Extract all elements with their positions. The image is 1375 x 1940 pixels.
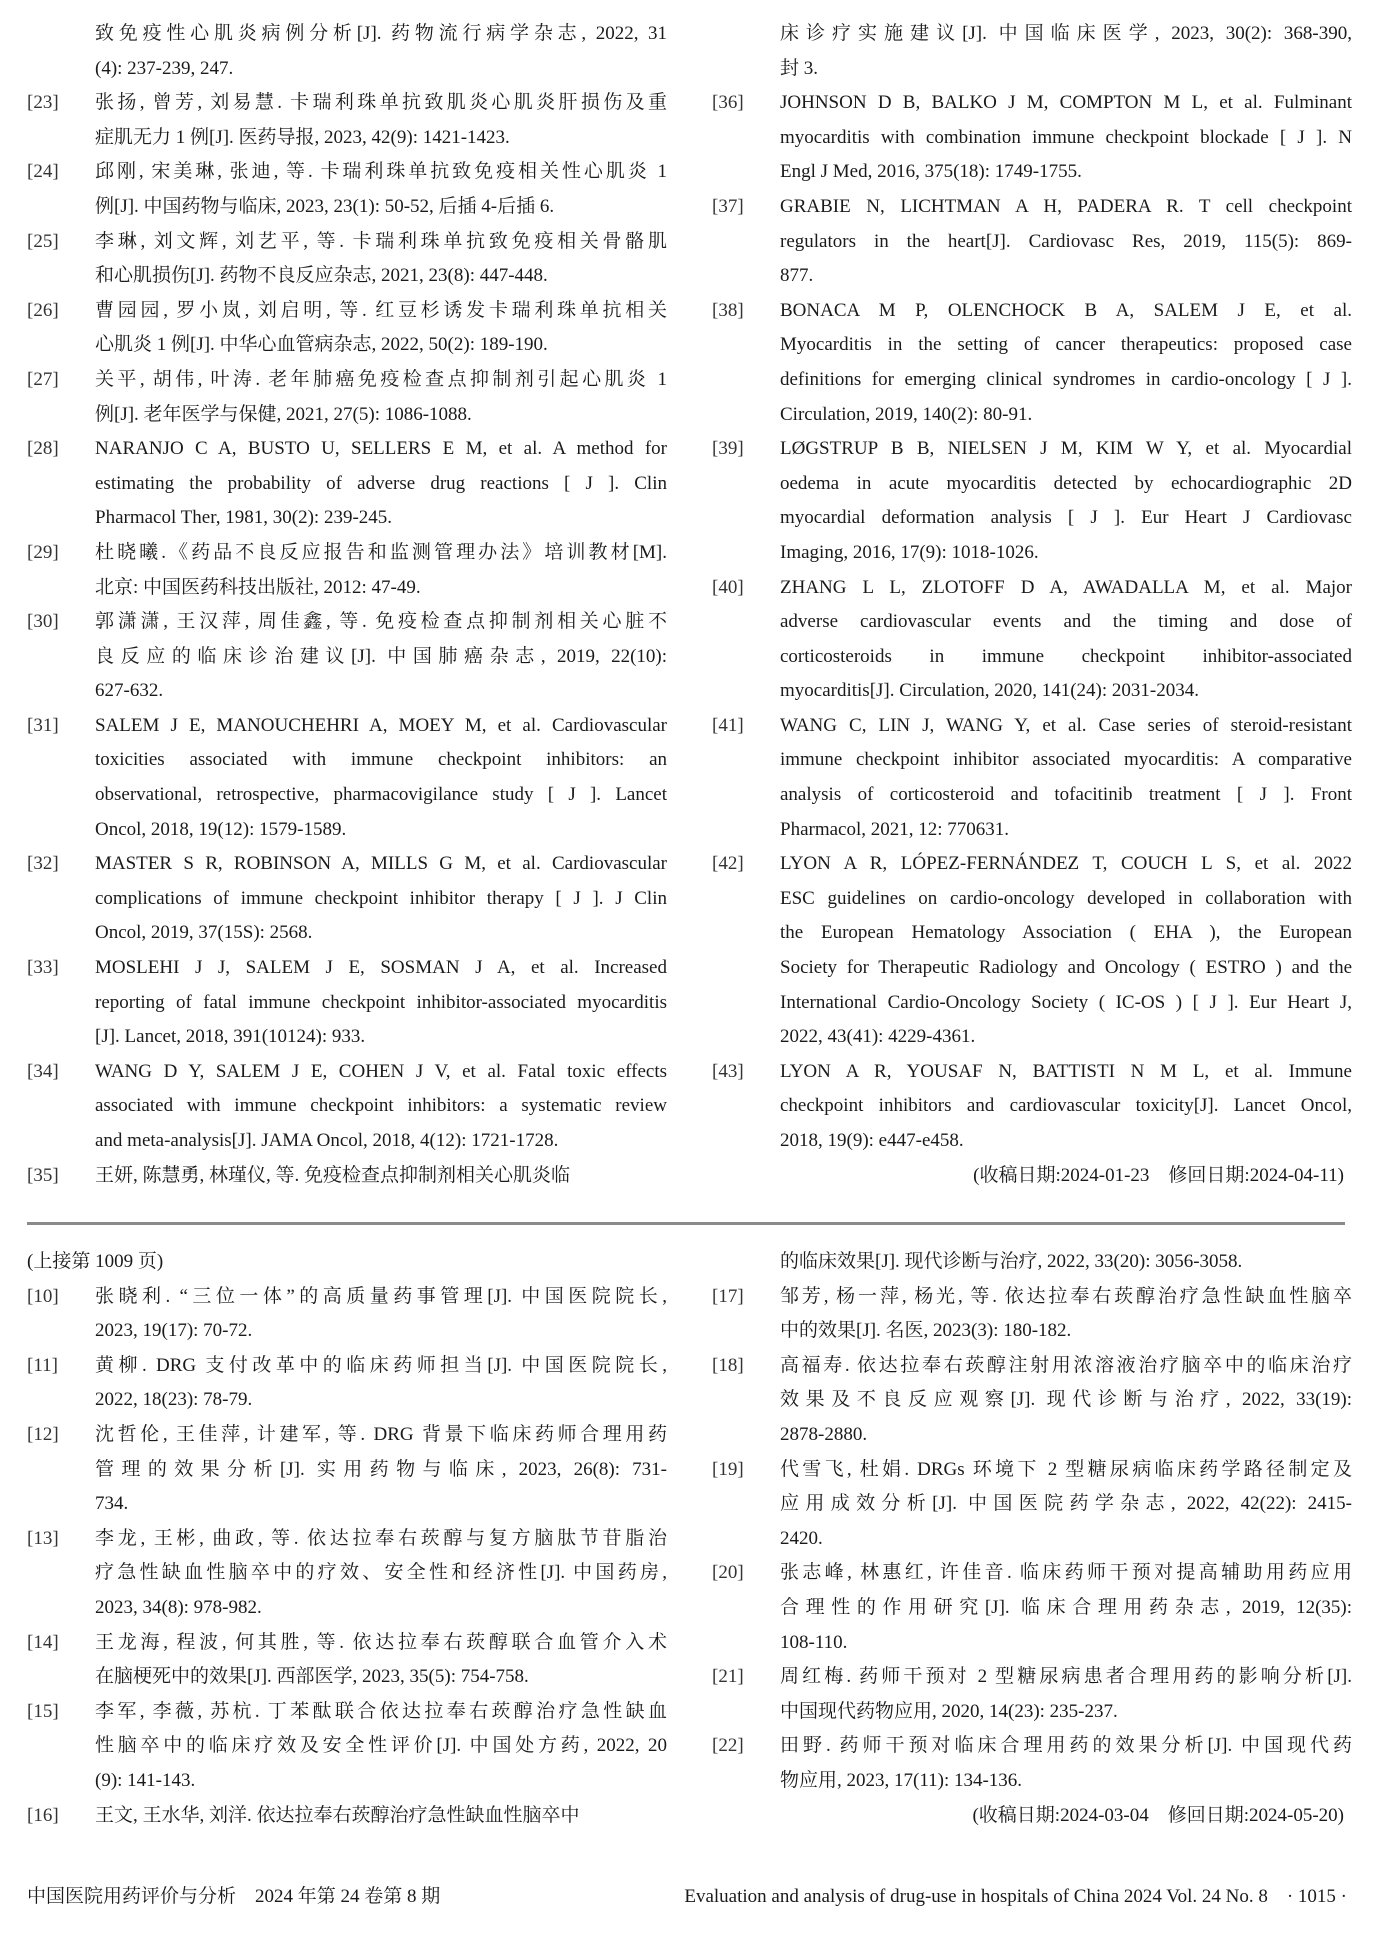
reference-continuation [712, 1245, 1352, 1280]
reference-entry [712, 432, 1352, 570]
reference-line: Society for Therapeutic Radiology and Oncology ( ESTRO ) and the [780, 957, 1352, 979]
reference-entry [27, 1695, 667, 1799]
reference-line: 症肌无力 1 例[J]. 医药导报, 2023, 42(9): 1421-1423. [95, 126, 510, 148]
reference-text [780, 1280, 1352, 1349]
reference-line: 北京: 中国医药科技出版社, 2012: 47-49. [95, 576, 421, 598]
reference-number: [32] [27, 853, 59, 875]
reference-line: BONACA M P, OLENCHOCK B A, SALEM J E, et al. [780, 299, 1352, 321]
reference-line: 疗急性缺血性脑卒中的疗效、安全性和经济性[J]. 中国药房, [95, 1562, 667, 1584]
reference-line: adverse cardiovascular events and the timing and dose of [780, 611, 1352, 633]
reference-text [780, 1729, 1352, 1798]
reference-entry [27, 1159, 667, 1194]
reference-line: ESC guidelines on cardio-oncology developed in collaboration with [780, 887, 1352, 909]
reference-entry [27, 605, 667, 709]
reference-text [95, 536, 667, 605]
reference-line: LYON A R, LÓPEZ-FERNÁNDEZ T, COUCH L S, et al. 2022 [780, 853, 1352, 875]
reference-line: 田野. 药师干预对临床合理用药的效果分析[J]. 中国现代药 [780, 1735, 1352, 1757]
reference-text [780, 1556, 1352, 1660]
reference-line: 邱刚, 宋美琳, 张迪, 等. 卡瑞利珠单抗致免疫相关性心肌炎 1 [95, 161, 667, 183]
reference-text [95, 294, 667, 363]
reference-text [95, 1280, 667, 1349]
reference-text [95, 1055, 667, 1159]
reference-line: 性脑卒中的临床疗效及安全性评价[J]. 中国处方药, 2022, 20 [95, 1735, 667, 1757]
reference-number: [22] [712, 1735, 744, 1757]
reference-entry [712, 847, 1352, 1055]
reference-line: 王龙海, 程波, 何其胜, 等. 依达拉奉右莰醇联合血管介入术 [95, 1631, 667, 1653]
reference-text [780, 1660, 1352, 1729]
footer-journal-cn: 中国医院用药评价与分析 2024 年第 24 卷第 8 期 [27, 1886, 441, 1907]
reference-line: ZHANG L L, ZLOTOFF D A, AWADALLA M, et al. Major [780, 576, 1352, 598]
reference-entry [27, 847, 667, 951]
reference-number: [38] [712, 299, 744, 321]
reference-text [780, 294, 1352, 432]
reference-line: myocarditis[J]. Circulation, 2020, 141(24): 2031-2034. [780, 680, 1199, 702]
reference-text [95, 155, 667, 224]
reference-text [95, 605, 667, 709]
reference-line: 张扬, 曾芳, 刘易慧. 卡瑞利珠单抗致肌炎心肌炎肝损伤及重 [95, 92, 667, 114]
reference-line: observational, retrospective, pharmacovigilance study [ J ]. Lancet [95, 784, 667, 806]
reference-line: 沈哲伦, 王佳萍, 计建军, 等. DRG 背景下临床药师合理用药 [95, 1423, 667, 1445]
reference-line: 例[J]. 中国药物与临床, 2023, 23(1): 50-52, 后插 4-后插 6. [95, 195, 555, 217]
reference-entry [27, 432, 667, 536]
reference-line: 周红梅. 药师干预对 2 型糖尿病患者合理用药的影响分析[J]. [780, 1666, 1352, 1688]
reference-entry [27, 1522, 667, 1626]
reference-line: 的临床效果[J]. 现代诊断与治疗, 2022, 33(20): 3056-3058. [780, 1251, 1243, 1272]
reference-line: JOHNSON D B, BALKO J M, COMPTON M L, et al. Fulminant [780, 92, 1352, 114]
reference-number: [10] [27, 1285, 59, 1307]
reference-line: 李龙, 王彬, 曲政, 等. 依达拉奉右莰醇与复方脑肽节苷脂治 [95, 1527, 667, 1549]
reference-entry [27, 1626, 667, 1695]
reference-line: 877. [780, 265, 814, 287]
reference-entry [712, 1453, 1352, 1557]
reference-line: Pharmacol, 2021, 12: 770631. [780, 818, 1010, 840]
reference-number: [18] [712, 1354, 744, 1376]
reference-line: 封 3. [780, 57, 819, 79]
reference-line: 王妍, 陈慧勇, 林瑾仪, 等. 免疫检查点抑制剂相关心肌炎临 [95, 1164, 571, 1186]
reference-text [95, 847, 667, 951]
reference-text [95, 225, 667, 294]
reference-entry [712, 1729, 1352, 1798]
reference-text [780, 571, 1352, 709]
reference-line: 中的效果[J]. 名医, 2023(3): 180-182. [780, 1320, 1072, 1342]
continued-from-note: (上接第 1009 页) [27, 1251, 164, 1272]
reference-line: Engl J Med, 2016, 375(18): 1749-1755. [780, 161, 1082, 183]
reference-line: 李琳, 刘文辉, 刘艺平, 等. 卡瑞利珠单抗致免疫相关骨骼肌 [95, 230, 667, 252]
reference-line: 例[J]. 老年医学与保健, 2021, 27(5): 1086-1088. [95, 403, 472, 425]
reference-number: [35] [27, 1164, 59, 1186]
reference-line: 2878-2880. [780, 1423, 868, 1445]
reference-line: 致免疫性心肌炎病例分析[J]. 药物流行病学杂志, 2022, 31 [95, 23, 667, 44]
reference-line: 2420. [780, 1527, 823, 1549]
reference-line: myocarditis with combination immune checkpoint blockade [ J ]. N [780, 126, 1352, 148]
reference-text [95, 363, 667, 432]
reference-text [95, 1159, 667, 1194]
reference-number: [40] [712, 576, 744, 598]
reference-line: 2022, 18(23): 78-79. [95, 1389, 253, 1411]
received-revised-dates: (收稿日期:2024-03-04 修回日期:2024-05-20) [972, 1804, 1344, 1826]
reference-entry [27, 1349, 667, 1418]
reference-number: [36] [712, 92, 744, 114]
reference-text [780, 432, 1352, 570]
reference-entry [27, 536, 667, 605]
reference-line: 心肌炎 1 例[J]. 中华心血管病杂志, 2022, 50(2): 189-190. [95, 334, 548, 356]
reference-text [95, 432, 667, 536]
reference-line: 2023, 19(17): 70-72. [95, 1320, 253, 1342]
reference-line: Oncol, 2018, 19(12): 1579-1589. [95, 818, 347, 840]
reference-line: definitions for emerging clinical syndromes in cardio-oncology [ J ]. [780, 368, 1352, 390]
reference-line: 张晓利. “三位一体”的高质量药事管理[J]. 中国医院院长, [95, 1285, 667, 1307]
reference-line: oedema in acute myocarditis detected by echocardiographic 2D [780, 472, 1352, 494]
reference-entry [27, 1055, 667, 1159]
reference-entry [712, 86, 1352, 190]
reference-entry [712, 294, 1352, 432]
received-revised-dates: (收稿日期:2024-01-23 修回日期:2024-04-11) [973, 1164, 1344, 1186]
reference-line: regulators in the heart[J]. Cardiovasc Res, 2019, 115(5): 869- [780, 230, 1352, 252]
reference-line: WANG C, LIN J, WANG Y, et al. Case series of steroid-resistant [780, 714, 1352, 736]
reference-text [780, 1055, 1352, 1159]
reference-entry [712, 1660, 1352, 1729]
reference-number: [25] [27, 230, 59, 252]
reference-line: 张志峰, 林惠红, 许佳音. 临床药师干预对提高辅助用药应用 [780, 1562, 1352, 1584]
footer-journal-en: Evaluation and analysis of drug-use in hospitals of China 2024 Vol. 24 No. 8 · 1015 · [684, 1886, 1347, 1907]
reference-entry [27, 294, 667, 363]
reference-line: 王文, 王水华, 刘洋. 依达拉奉右莰醇治疗急性缺血性脑卒中 [95, 1804, 580, 1826]
reference-line: 高福寿. 依达拉奉右莰醇注射用浓溶液治疗脑卒中的临床治疗 [780, 1354, 1352, 1376]
reference-line: immune checkpoint inhibitor associated myocarditis: A comparative [780, 749, 1352, 771]
reference-line: LYON A R, YOUSAF N, BATTISTI N M L, et al. Immune [780, 1060, 1352, 1082]
reference-number: [11] [27, 1354, 58, 1376]
reference-line: 中国现代药物应用, 2020, 14(23): 235-237. [780, 1700, 1118, 1722]
reference-line: MOSLEHI J J, SALEM J E, SOSMAN J A, et al. Increased [95, 957, 667, 979]
reference-number: [43] [712, 1060, 744, 1082]
reference-line: International Cardio-Oncology Society ( IC-OS ) [ J ]. Eur Heart J, [780, 991, 1352, 1013]
reference-number: [42] [712, 853, 744, 875]
reference-line: 物应用, 2023, 17(11): 134-136. [780, 1769, 1023, 1791]
reference-text [780, 1349, 1352, 1453]
reference-line: 郭潇潇, 王汉萍, 周佳鑫, 等. 免疫检查点抑制剂相关心脏不 [95, 611, 667, 633]
reference-number: [17] [712, 1285, 744, 1307]
reference-line: 关平, 胡伟, 叶涛. 老年肺癌免疫检查点抑制剂引起心肌炎 1 [95, 368, 667, 390]
reference-line: 应用成效分析[J]. 中国医院药学杂志, 2022, 42(22): 2415- [780, 1493, 1352, 1515]
reference-number: [26] [27, 299, 59, 321]
reference-line: analysis of corticosteroid and tofacitinib treatment [ J ]. Front [780, 784, 1352, 806]
reference-text [95, 1522, 667, 1626]
reference-number: [20] [712, 1562, 744, 1584]
reference-line: Circulation, 2019, 140(2): 80-91. [780, 403, 1033, 425]
reference-text [95, 1349, 667, 1418]
reference-number: [37] [712, 195, 744, 217]
reference-line: 杜晓曦.《药品不良反应报告和监测管理办法》培训教材[M]. [95, 541, 667, 563]
reference-number: [41] [712, 714, 744, 736]
reference-line: 效果及不良反应观察[J]. 现代诊断与治疗, 2022, 33(19): [780, 1389, 1352, 1411]
reference-line: toxicities associated with immune checkpoint inhibitors: an [95, 749, 667, 771]
reference-line: 床诊疗实施建议[J]. 中国临床医学, 2023, 30(2): 368-390, [780, 23, 1352, 44]
reference-entry [27, 1418, 667, 1522]
reference-line: Pharmacol Ther, 1981, 30(2): 239-245. [95, 507, 393, 529]
reference-line: SALEM J E, MANOUCHEHRI A, MOEY M, et al. Cardiovascular [95, 714, 667, 736]
reference-line: 在脑梗死中的效果[J]. 西部医学, 2023, 35(5): 754-758. [95, 1666, 529, 1688]
reference-line: NARANJO C A, BUSTO U, SELLERS E M, et al. A method for [95, 438, 667, 460]
reference-line: the European Hematology Association ( EHA ), the European [780, 922, 1352, 944]
reference-line: Myocarditis in the setting of cancer therapeutics: proposed case [780, 334, 1352, 356]
reference-text [95, 1418, 667, 1522]
reference-number: [23] [27, 92, 59, 114]
reference-line: MASTER S R, ROBINSON A, MILLS G M, et al. Cardiovascular [95, 853, 667, 875]
reference-line: WANG D Y, SALEM J E, COHEN J V, et al. Fatal toxic effects [95, 1060, 667, 1082]
reference-entry [712, 1055, 1352, 1159]
reference-text [780, 1453, 1352, 1557]
reference-entry [712, 709, 1352, 847]
reference-line: and meta-analysis[J]. JAMA Oncol, 2018, 4(12): 1721-1728. [95, 1130, 559, 1151]
top-left-column [27, 17, 667, 1193]
reference-line: GRABIE N, LICHTMAN A H, PADERA R. T cell checkpoint [780, 195, 1352, 217]
reference-number: [21] [712, 1666, 744, 1688]
reference-line: 合理性的作用研究[J]. 临床合理用药杂志, 2019, 12(35): [780, 1596, 1352, 1618]
reference-line: 李军, 李薇, 苏杭. 丁苯酞联合依达拉奉右莰醇治疗急性缺血 [95, 1700, 667, 1722]
reference-entry [27, 155, 667, 224]
reference-line: [J]. Lancet, 2018, 391(10124): 933. [95, 1026, 366, 1048]
reference-number: [34] [27, 1060, 59, 1082]
reference-entry [712, 1349, 1352, 1453]
reference-entry [712, 1556, 1352, 1660]
reference-text [780, 86, 1352, 190]
reference-line: reporting of fatal immune checkpoint inhibitor-associated myocarditis [95, 991, 667, 1013]
reference-number: [28] [27, 438, 59, 460]
reference-line: associated with immune checkpoint inhibitors: a systematic review [95, 1095, 667, 1117]
reference-entry [27, 363, 667, 432]
reference-number: [24] [27, 161, 59, 183]
reference-line: Imaging, 2016, 17(9): 1018-1026. [780, 541, 1039, 563]
reference-number: [27] [27, 368, 59, 390]
reference-text [780, 847, 1352, 1055]
reference-number: [14] [27, 1631, 59, 1653]
reference-line: (4): 237-239, 247. [95, 57, 234, 79]
reference-text [95, 1695, 667, 1799]
reference-number: [30] [27, 611, 59, 633]
reference-line: estimating the probability of adverse drug reactions [ J ]. Clin [95, 472, 667, 494]
reference-text [780, 709, 1352, 847]
reference-line: myocardial deformation analysis [ J ]. Eur Heart J Cardiovasc [780, 507, 1352, 529]
reference-text [95, 1799, 667, 1834]
reference-text [95, 951, 667, 1055]
reference-entry [712, 571, 1352, 709]
reference-line: 良反应的临床诊治建议[J]. 中国肺癌杂志, 2019, 22(10): [95, 645, 667, 667]
reference-line: 管理的效果分析[J]. 实用药物与临床, 2023, 26(8): 731- [95, 1458, 667, 1480]
reference-number: [12] [27, 1423, 59, 1445]
reference-line: checkpoint inhibitors and cardiovascular toxicity[J]. Lancet Oncol, [780, 1095, 1352, 1117]
reference-continuation [27, 17, 667, 86]
reference-number: [39] [712, 438, 744, 460]
top-right-column [712, 17, 1352, 1193]
bottom-right-column [712, 1245, 1352, 1833]
reference-entry [27, 225, 667, 294]
reference-line: (9): 141-143. [95, 1769, 196, 1791]
reference-number: [29] [27, 541, 59, 563]
reference-text [780, 190, 1352, 294]
reference-number: [16] [27, 1804, 59, 1826]
reference-line: LØGSTRUP B B, NIELSEN J M, KIM W Y, et al. Myocardial [780, 438, 1352, 460]
reference-line: 2022, 43(41): 4229-4361. [780, 1026, 976, 1048]
reference-line: 代雪飞, 杜娟. DRGs 环境下 2 型糖尿病临床药学路径制定及 [780, 1458, 1352, 1480]
reference-line: 曹园园, 罗小岚, 刘启明, 等. 红豆杉诱发卡瑞利珠单抗相关 [95, 299, 667, 321]
reference-entry [27, 86, 667, 155]
reference-entry [712, 190, 1352, 294]
reference-line: complications of immune checkpoint inhibitor therapy [ J ]. J Clin [95, 887, 667, 909]
reference-text [95, 709, 667, 847]
reference-number: [19] [712, 1458, 744, 1480]
reference-continuation [712, 17, 1352, 86]
reference-entry [712, 1280, 1352, 1349]
reference-text [95, 1626, 667, 1695]
reference-line: 黄柳. DRG 支付改革中的临床药师担当[J]. 中国医院院长, [95, 1354, 667, 1376]
reference-line: 2023, 34(8): 978-982. [95, 1596, 262, 1618]
bottom-left-column [27, 1245, 667, 1833]
reference-number: [33] [27, 957, 59, 979]
reference-number: [15] [27, 1700, 59, 1722]
reference-line: Oncol, 2019, 37(15S): 2568. [95, 922, 313, 944]
reference-line: 2018, 19(9): e447-e458. [780, 1130, 964, 1151]
reference-line: 734. [95, 1493, 129, 1515]
reference-line: 108-110. [780, 1631, 848, 1653]
reference-entry [27, 1280, 667, 1349]
section-divider [27, 1222, 1345, 1225]
reference-entry [27, 951, 667, 1055]
reference-text [95, 86, 667, 155]
reference-entry [27, 709, 667, 847]
reference-line: corticosteroids in immune checkpoint inhibitor-associated [780, 645, 1352, 667]
reference-line: 和心肌损伤[J]. 药物不良反应杂志, 2021, 23(8): 447-448. [95, 265, 548, 287]
reference-number: [13] [27, 1527, 59, 1549]
reference-line: 邹芳, 杨一萍, 杨光, 等. 依达拉奉右莰醇治疗急性缺血性脑卒 [780, 1285, 1352, 1307]
reference-line: 627-632. [95, 680, 164, 702]
reference-number: [31] [27, 714, 59, 736]
reference-entry [27, 1799, 667, 1834]
